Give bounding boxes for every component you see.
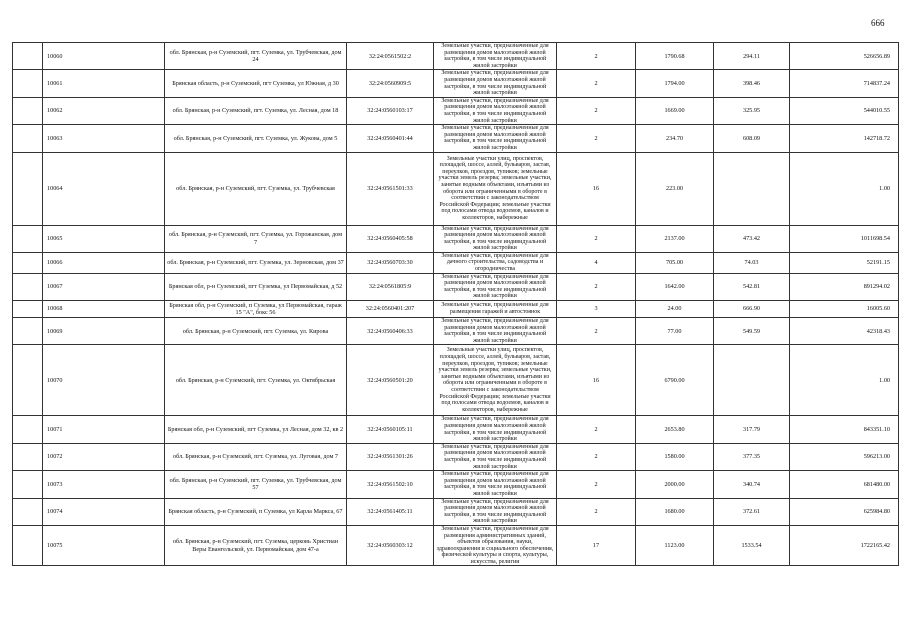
row-spacer	[13, 318, 43, 345]
row-area: 1642.00	[636, 273, 714, 300]
table-row	[13, 416, 899, 443]
row-address: обл. Брянская, р-н Суземский, пгт. Суземка, ул. Трубчевская, дом 57	[165, 471, 347, 498]
row-id: 10072	[43, 443, 165, 470]
row-group: 4	[557, 252, 636, 273]
row-rate: 340.74	[714, 471, 790, 498]
table-row	[13, 152, 899, 225]
row-rate: 549.59	[714, 318, 790, 345]
row-area: 2137.00	[636, 225, 714, 252]
row-address: Брянская область, р-н Суземский, пгт Суземка, ул Южная, д 30	[165, 70, 347, 97]
row-area: 1123.00	[636, 525, 714, 566]
row-address: обл. Брянская, р-н Суземский, пгт. Суземка, ул. Лесная, дом 18	[165, 97, 347, 124]
row-group: 2	[557, 416, 636, 443]
row-address: Брянская обл, р-н Суземский, п Суземка, ул Первомайская, гараж 15 "А", бокс 56	[165, 301, 347, 318]
table-row	[13, 301, 899, 318]
row-id: 10065	[43, 225, 165, 252]
row-group: 2	[557, 498, 636, 525]
row-rate: 294.11	[714, 43, 790, 70]
row-purpose: Земельные участки, предназначенные для размещения домов малоэтажной жилой застройки, в том числе индивидуальной жилой застройки	[434, 498, 557, 525]
cadastral-value-table	[12, 42, 899, 566]
row-area: 223.00	[636, 152, 714, 225]
table-row	[13, 97, 899, 124]
row-purpose: Земельные участки, предназначенные для размещения домов малоэтажной жилой застройки, в том числе индивидуальной жилой застройки	[434, 125, 557, 152]
row-spacer	[13, 498, 43, 525]
row-area: 2653.80	[636, 416, 714, 443]
row-value: 42318.43	[790, 318, 899, 345]
row-address: обл. Брянская, р-н Суземский, пгт. Суземка, ул. Луговая, дом 7	[165, 443, 347, 470]
row-area: 2000.00	[636, 471, 714, 498]
row-address: обл. Брянская, р-н Суземский, пгт. Суземка, ул. Трубчевская, дом 24	[165, 43, 347, 70]
row-cadastral-number: 32:24:0560406:33	[347, 318, 434, 345]
row-cadastral-number: 32:24:0561805:9	[347, 273, 434, 300]
row-purpose: Земельные участки, предназначенные для размещения домов малоэтажной жилой застройки, в том числе индивидуальной жилой застройки	[434, 273, 557, 300]
row-purpose: Земельные участки, предназначенные для размещения домов малоэтажной жилой застройки, в том числе индивидуальной жилой застройки	[434, 318, 557, 345]
row-area: 1669.00	[636, 97, 714, 124]
row-cadastral-number: 32:24:0561502:2	[347, 43, 434, 70]
row-spacer	[13, 471, 43, 498]
row-group: 17	[557, 525, 636, 566]
row-cadastral-number: 32:24:0560303:12	[347, 525, 434, 566]
row-address: Брянская область, р-н Суземский, п Суземка, ул Карла Маркса, 67	[165, 498, 347, 525]
row-rate: 377.35	[714, 443, 790, 470]
row-rate: 473.42	[714, 225, 790, 252]
row-value: 596213.00	[790, 443, 899, 470]
row-rate: 398.46	[714, 70, 790, 97]
row-area: 77.00	[636, 318, 714, 345]
row-area: 1680.00	[636, 498, 714, 525]
row-group: 16	[557, 345, 636, 416]
row-cadastral-number: 32:24:0561301:26	[347, 443, 434, 470]
row-spacer	[13, 125, 43, 152]
row-value: 52191.15	[790, 252, 899, 273]
table-row	[13, 273, 899, 300]
page-number: 666	[871, 18, 885, 28]
row-id: 10068	[43, 301, 165, 318]
row-rate: 325.95	[714, 97, 790, 124]
row-area: 24.00	[636, 301, 714, 318]
row-value: 843351.10	[790, 416, 899, 443]
row-group: 2	[557, 97, 636, 124]
row-spacer	[13, 152, 43, 225]
row-value: 1.00	[790, 152, 899, 225]
row-id: 10063	[43, 125, 165, 152]
row-value: 714837.24	[790, 70, 899, 97]
row-purpose: Земельные участки, предназначенные для размещения домов малоэтажной жилой застройки, в том числе индивидуальной жилой застройки	[434, 97, 557, 124]
row-rate: 608.09	[714, 125, 790, 152]
row-spacer	[13, 525, 43, 566]
row-rate: 666.90	[714, 301, 790, 318]
row-spacer	[13, 43, 43, 70]
table-row	[13, 252, 899, 273]
table-row	[13, 525, 899, 566]
row-group: 2	[557, 70, 636, 97]
row-rate: 372.61	[714, 498, 790, 525]
table-row	[13, 318, 899, 345]
row-cadastral-number: 32:24:0561405:11	[347, 498, 434, 525]
table-row	[13, 125, 899, 152]
row-address: обл. Брянская, р-н Суземский, пгт. Суземка, ул. Горожанская, дом 7	[165, 225, 347, 252]
row-value: 544010.55	[790, 97, 899, 124]
row-id: 10061	[43, 70, 165, 97]
row-value: 681480.00	[790, 471, 899, 498]
row-spacer	[13, 70, 43, 97]
row-address: обл. Брянская, р-н Суземский, пгт. Суземка, ул. Октябрьская	[165, 345, 347, 416]
row-cadastral-number: 32:24:0560501:20	[347, 345, 434, 416]
row-purpose: Земельные участки, предназначенные для размещения домов малоэтажной жилой застройки, в том числе индивидуальной жилой застройки	[434, 416, 557, 443]
row-id: 10074	[43, 498, 165, 525]
row-purpose: Земельные участки, предназначенные для размещения домов малоэтажной жилой застройки, в том числе индивидуальной жилой застройки	[434, 70, 557, 97]
row-purpose: Земельные участки, предназначенные для размещения домов малоэтажной жилой застройки, в том числе индивидуальной жилой застройки	[434, 443, 557, 470]
row-spacer	[13, 345, 43, 416]
row-rate: 542.81	[714, 273, 790, 300]
row-group: 16	[557, 152, 636, 225]
row-cadastral-number: 32:24:0560405:58	[347, 225, 434, 252]
row-spacer	[13, 301, 43, 318]
row-address: обл. Брянская, р-н Суземский, пгт. Суземка, ул. Жукова, дом 5	[165, 125, 347, 152]
row-id: 10073	[43, 471, 165, 498]
row-group: 2	[557, 471, 636, 498]
row-area: 1580.00	[636, 443, 714, 470]
row-cadastral-number: 32:24:0560703:30	[347, 252, 434, 273]
table-row	[13, 345, 899, 416]
row-address: Брянская обл, р-н Суземский, пгт Суземка, ул Лесная, дом 32, кв 2	[165, 416, 347, 443]
row-value: 891294.02	[790, 273, 899, 300]
row-address: обл. Брянская, р-н Суземский, пгт. Суземка, церковь Христиан Веры Евангельской, ул. Первомайская, дом 47-а	[165, 525, 347, 566]
row-value: 142718.72	[790, 125, 899, 152]
row-address: обл. Брянская, р-н Суземский, пгт. Суземка, ул. Зерновская, дом 37	[165, 252, 347, 273]
row-group: 2	[557, 225, 636, 252]
row-cadastral-number: 32:24:0561502:10	[347, 471, 434, 498]
row-spacer	[13, 443, 43, 470]
row-purpose: Земельные участки, предназначенные для дачного строительства, садоводства и огородничества	[434, 252, 557, 273]
row-rate: 1533.54	[714, 525, 790, 566]
row-cadastral-number: 32:24:0560909:5	[347, 70, 434, 97]
row-value: 1722165.42	[790, 525, 899, 566]
row-purpose: Земельные участки улиц, проспектов, площадей, шоссе, аллей, бульваров, застав, переулков, проездов, тупиков; земельные участки земель резерва; земельные участки, занятые водными объектами, изъятыми из оборота или ограниченными в обороте в соответствии с законодательством Российской Федерации; земельные участки под полосами отвода водоемов, каналов и коллекторов, набережные	[434, 345, 557, 416]
row-cadastral-number: 32:24:0560401:207	[347, 301, 434, 318]
row-area: 1794.00	[636, 70, 714, 97]
table-row	[13, 498, 899, 525]
row-spacer	[13, 416, 43, 443]
row-spacer	[13, 225, 43, 252]
table-row	[13, 443, 899, 470]
row-id: 10075	[43, 525, 165, 566]
row-purpose: Земельные участки, предназначенные для размещения гаражей и автостоянок	[434, 301, 557, 318]
row-group: 2	[557, 125, 636, 152]
row-id: 10060	[43, 43, 165, 70]
table-row	[13, 471, 899, 498]
row-id: 10067	[43, 273, 165, 300]
row-group: 3	[557, 301, 636, 318]
row-id: 10069	[43, 318, 165, 345]
row-spacer	[13, 97, 43, 124]
row-spacer	[13, 273, 43, 300]
row-area: 1790.68	[636, 43, 714, 70]
row-id: 10071	[43, 416, 165, 443]
row-cadastral-number: 32:24:0561501:33	[347, 152, 434, 225]
row-id: 10062	[43, 97, 165, 124]
row-address: Брянская обл, р-н Суземский, пгт Суземка, ул Первомайская, д 52	[165, 273, 347, 300]
row-value: 526656.89	[790, 43, 899, 70]
row-value: 1011698.54	[790, 225, 899, 252]
row-cadastral-number: 32:24:0560401:44	[347, 125, 434, 152]
row-value: 625984.80	[790, 498, 899, 525]
row-purpose: Земельные участки улиц, проспектов, площадей, шоссе, аллей, бульваров, застав, переулков, проездов, тупиков; земельные участки земель резерва; земельные участки, занятые водными объектами, изъятыми из оборота или ограниченными в обороте в соответствии с законодательством Российской Федерации; земельные участки под полосами отвода водоемов, каналов и коллекторов, набережные	[434, 152, 557, 225]
row-group: 2	[557, 318, 636, 345]
row-purpose: Земельные участки, предназначенные для размещения домов малоэтажной жилой застройки, в том числе индивидуальной жилой застройки	[434, 471, 557, 498]
row-cadastral-number: 32:24:0560103:17	[347, 97, 434, 124]
row-group: 2	[557, 43, 636, 70]
row-area: 234.70	[636, 125, 714, 152]
table-row	[13, 225, 899, 252]
row-value: 16005.60	[790, 301, 899, 318]
row-address: обл. Брянская, р-н Суземский, пгт. Суземка, ул. Трубчевская	[165, 152, 347, 225]
row-rate: 317.79	[714, 416, 790, 443]
row-purpose: Земельные участки, предназначенные для размещения домов малоэтажной жилой застройки, в том числе индивидуальной жилой застройки	[434, 225, 557, 252]
row-id: 10070	[43, 345, 165, 416]
row-area: 705.00	[636, 252, 714, 273]
row-area: 6790.00	[636, 345, 714, 416]
row-id: 10064	[43, 152, 165, 225]
row-rate	[714, 152, 790, 225]
row-rate: 74.03	[714, 252, 790, 273]
row-group: 2	[557, 443, 636, 470]
row-address: обл. Брянская, р-н Суземский, пгт. Суземка, ул. Кирова	[165, 318, 347, 345]
row-id: 10066	[43, 252, 165, 273]
row-rate	[714, 345, 790, 416]
row-value: 1.00	[790, 345, 899, 416]
row-purpose: Земельные участки, предназначенные для размещения административных зданий, объектов образования, науки, здравоохранения и социального обеспечения, физической культуры и спорта, культуры, искусства, религии	[434, 525, 557, 566]
row-spacer	[13, 252, 43, 273]
table-row	[13, 70, 899, 97]
row-group: 2	[557, 273, 636, 300]
row-purpose: Земельные участки, предназначенные для размещения домов малоэтажной жилой застройки, в том числе индивидуальной жилой застройки	[434, 43, 557, 70]
table-row	[13, 43, 899, 70]
row-cadastral-number: 32:24:0560105:11	[347, 416, 434, 443]
